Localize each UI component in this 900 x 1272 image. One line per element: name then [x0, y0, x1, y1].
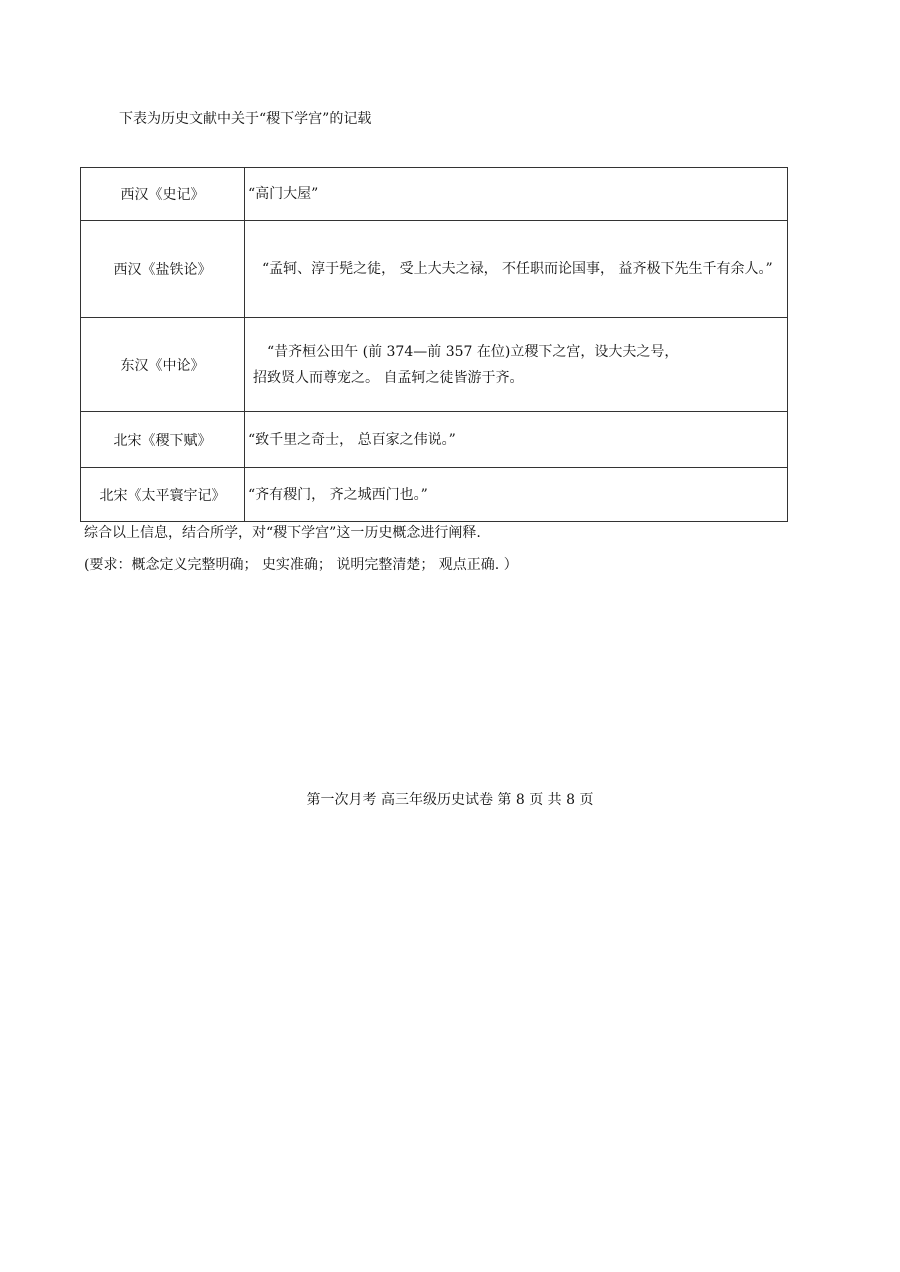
quote-line-2: 招致贤人而尊宠之。 自孟轲之徒皆游于齐。 — [253, 369, 524, 386]
table-row — [81, 468, 788, 522]
quote-cell — [245, 318, 788, 412]
source-cell: 东汉《中论》 — [81, 318, 245, 412]
quote-cell — [245, 221, 788, 318]
quote-line-1: “昔齐桓公田午 (前 374—前 357 在位)立稷下之宫，设大夫之号， — [267, 343, 679, 360]
table-row — [81, 412, 788, 468]
requirements-text: (要求：概念定义完整明确； 史实准确； 说明完整清楚； 观点正确. ） — [84, 557, 518, 573]
intro-text: 下表为历史文献中关于“稷下学宫”的记载 — [119, 111, 372, 127]
quote-text: “孟轲、淳于髡之徒， 受上大夫之禄， 不任职而论国事， 益齐极下先生千有余人。” — [262, 261, 773, 277]
source-cell: 西汉《史记》 — [81, 168, 245, 221]
source-cell: 西汉《盐铁论》 — [81, 221, 245, 318]
table-row — [81, 318, 788, 412]
quote-cell: “高门大屋” — [245, 168, 788, 221]
records-table — [80, 167, 788, 522]
page-footer: 第一次月考 高三年级历史试卷 第 8 页 共 8 页 — [306, 792, 594, 808]
question-text: 综合以上信息，结合所学，对“稷下学宫”这一历史概念进行阐释. — [84, 525, 481, 541]
source-cell: 北宋《太平寰宇记》 — [81, 468, 245, 522]
table-row — [81, 168, 788, 221]
source-cell: 北宋《稷下赋》 — [81, 412, 245, 468]
table-row — [81, 221, 788, 318]
quote-cell: “致千里之奇士， 总百家之伟说。” — [245, 412, 788, 468]
quote-cell: “齐有稷门， 齐之城西门也。” — [245, 468, 788, 522]
